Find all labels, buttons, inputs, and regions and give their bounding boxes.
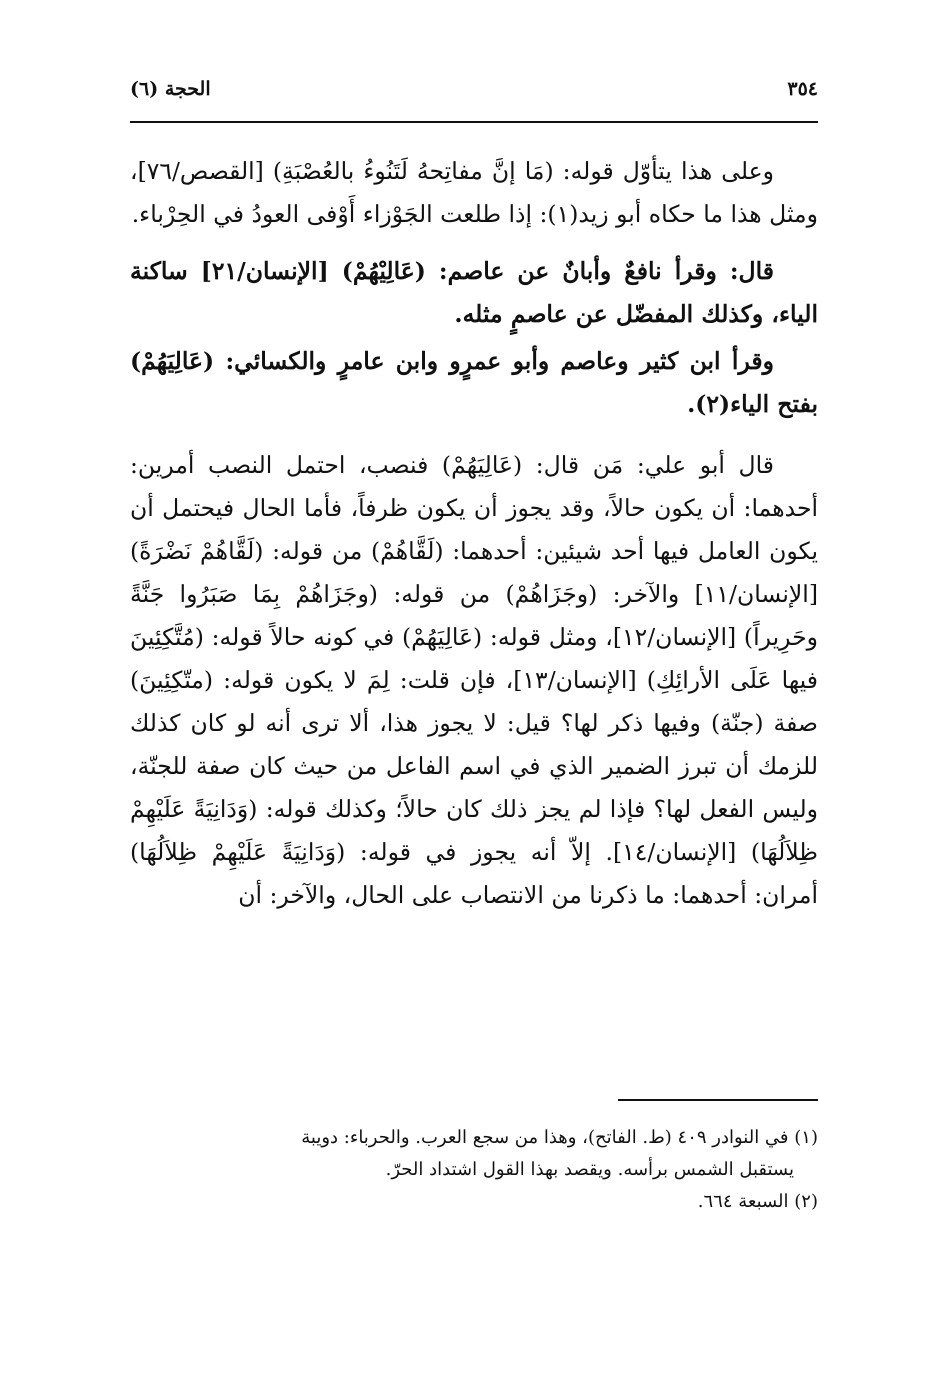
page-header <box>130 72 818 106</box>
main-text <box>130 150 818 917</box>
paragraph-1: وعلى هذا يتأوّل قوله: (مَا إنَّ مفاتِحهُ لَتَنُوءُ بالعُصْبَةِ) [القصص/٧٦]، ومثل هذا ما حكاه أبو زيد(١): إذا طلعت الجَوْزاء أَوْفى العودُ في الحِرْباء. <box>130 157 818 228</box>
header-divider <box>130 121 818 123</box>
footnote-2: (٢) السبعة ٦٦٤. <box>697 1191 818 1212</box>
footnote-divider <box>618 1099 818 1101</box>
footnote-1: (١) في النوادر ٤٠٩ (ط. الفاتح)، وهذا من سجع العرب. والحرباء: دويبة <box>301 1127 818 1148</box>
paragraph-2-reading: قال: وقرأ نافعٌ وأبانٌ عن عاصم: (عَالِيْهُمْ) [الإنسان/٢١] ساكنة الياء، وكذلك المفضّل عن عاصمٍ مثله. <box>130 257 818 328</box>
page-number: ٣٥٤ <box>787 78 818 100</box>
footnotes <box>130 1122 818 1218</box>
running-title: الحجة (٦) <box>130 78 211 100</box>
footnote-1-continuation: يستقبل الشمس برأسه. ويقصد بهذا القول اشتداد الحرّ. <box>385 1159 794 1180</box>
paragraph-3-reading: وقرأ ابن كثير وعاصم وأبو عمرٍو وابن عامرٍ والكسائي: (عَالِيَهُمْ) بفتح الياء(٢). <box>130 347 818 418</box>
paragraph-4-commentary: قال أبو علي: مَن قال: (عَالِيَهُمْ) فنصب، احتمل النصب أمرين: أحدهما: أن يكون حالاً، وقد يجوز أن يكون ظرفاً، فأما الحال فيحتمل أن يكون العامل فيها أحد شيئين: أحدهما: (لَقَّاهُمْ) من قوله: (لَقَّاهُمْ نَضْرَةً) [الإنسان/١١] والآخر: (وجَزَاهُمْ) من قوله: (وجَزَاهُمْ بِمَا صَبَرُوا جَنَّةً وحَرِيراً) [الإنسان/١٢]، ومثل قوله: (عَالِيَهُمْ) في كونه حالاً قوله: (مُتَّكِئِينَ فيها عَلَى الأرائِكِ) [الإنسان/١٣]، فإن قلت: لِمَ لا يكون قوله: (متّكِئِينَ) صفة (جنّة) وفيها ذكر لها؟ قيل: لا يجوز هذا، ألا ترى أنه لو كان كذلك للزمك أن تبرز الضمير الذي في اسم الفاعل من حيث كان صفة للجنّة، وليس الفعل لها؟ فإذا لم يجز ذلك كان حالاً؛ وكذلك قوله: (وَدَانِيَةً عَلَيْهِمْ ظِلاَلُهَا) [الإنسان/١٤]. إلاّ أنه يجوز في قوله: (وَدَانِيَةً عَلَيْهِمْ ظِلاَلُهَا) أمران: أحدهما: ما ذكرنا من الانتصاب على الحال، والآخر: أن <box>130 451 818 909</box>
